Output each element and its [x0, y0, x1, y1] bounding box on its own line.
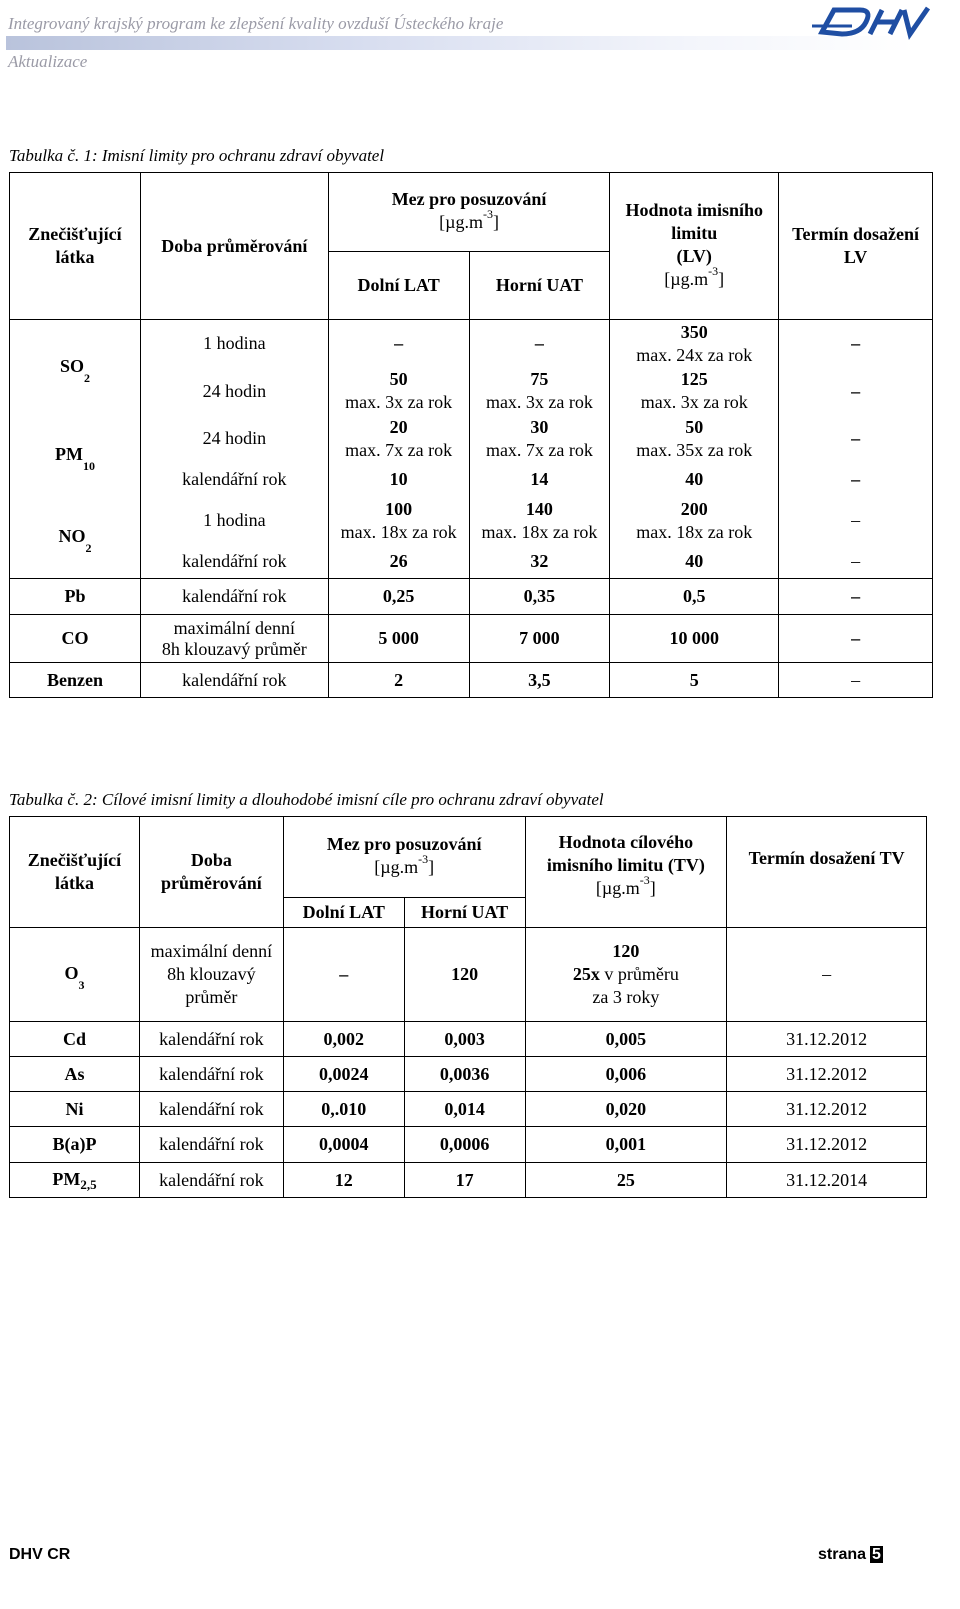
cell-lat: 0,0024: [283, 1057, 404, 1092]
pollutant-no2: $NO_2$: [10, 497, 141, 579]
cell-lv: 40: [610, 545, 779, 579]
cell-term: 31.12.2012: [727, 1092, 927, 1127]
header-averaging: Doba průměrování: [139, 817, 283, 928]
table2-caption: Tabulka č. 2: Cílové imisní limity a dlouhodobé imisní cíle pro ochranu zdraví obyvatel: [9, 790, 604, 809]
cell-period: kalendářní rok: [139, 1092, 283, 1127]
cell-period: maximální denní 8h klouzavý průměr: [139, 928, 283, 1022]
cell-lat: 10: [328, 463, 469, 497]
cell-uat: 17: [404, 1163, 525, 1198]
cell-uat: 7 000: [469, 615, 610, 663]
cell-lat: 2: [328, 663, 469, 698]
cell-period: kalendářní rok: [139, 1057, 283, 1092]
cell-term: –: [779, 320, 933, 368]
cell-lat: 0,25: [328, 579, 469, 615]
cell-lat: –: [283, 928, 404, 1022]
dhv-logo: [812, 4, 932, 42]
cell-tv: 0,005: [525, 1022, 727, 1057]
cell-term: 31.12.2014: [727, 1163, 927, 1198]
pollutant-as: As: [10, 1057, 140, 1092]
header-rule: [6, 36, 916, 50]
cell-lat: 12: [283, 1163, 404, 1198]
header-lower: Dolní LAT: [283, 898, 404, 928]
table1-caption: Tabulka č. 1: Imisní limity pro ochranu zdraví obyvatel: [9, 146, 385, 165]
header-assessment: Mez pro posuzování $[\mu g.m^{-3}]$: [328, 173, 610, 252]
cell-period: maximální denní 8h klouzavý průměr: [140, 615, 328, 663]
cell-lv: 40: [610, 463, 779, 497]
cell-lv: 200 max. 18x za rok: [610, 497, 779, 545]
cell-term: –: [779, 579, 933, 615]
pollutant-ni: Ni: [10, 1092, 140, 1127]
cell-uat: 32: [469, 545, 610, 579]
cell-period: kalendářní rok: [140, 463, 328, 497]
cell-lat: 26: [328, 545, 469, 579]
document-title: Integrovaný krajský program ke zlepšení kvality ovzduší Ústeckého kraje: [8, 14, 504, 33]
cell-uat: 30 max. 7x za rok: [469, 415, 610, 463]
header-lower: Dolní LAT: [328, 252, 469, 320]
header-limit-value: Hodnota imisního limitu (LV) $[\mu g.m^{-3}]$: [610, 173, 779, 320]
cell-uat: 140 max. 18x za rok: [469, 497, 610, 545]
cell-lat: 5 000: [328, 615, 469, 663]
cell-uat: 0,0036: [404, 1057, 525, 1092]
cell-uat: –: [469, 320, 610, 368]
table2: [9, 816, 927, 1198]
cell-lat: 0,002: [283, 1022, 404, 1057]
cell-uat: 0,35: [469, 579, 610, 615]
cell-term: 31.12.2012: [727, 1127, 927, 1163]
cell-period: kalendářní rok: [139, 1127, 283, 1163]
pollutant-o3: $O_3$: [10, 928, 140, 1022]
header-pollutant: Znečišťující látka: [10, 173, 141, 320]
cell-period: kalendářní rok: [140, 545, 328, 579]
pollutant-so2: $SO_2$: [10, 320, 141, 415]
cell-lat: 0,.010: [283, 1092, 404, 1127]
pollutant-benzen: Benzen: [10, 663, 141, 698]
cell-uat: 3,5: [469, 663, 610, 698]
cell-term: –: [779, 663, 933, 698]
header-target-value: Hodnota cílového imisního limitu (TV) $[\mu g.m^{-3}]$: [525, 817, 727, 928]
cell-lv: 125 max. 3x za rok: [610, 368, 779, 415]
cell-tv: 25: [525, 1163, 727, 1198]
document-subtitle: Aktualizace: [8, 52, 88, 71]
cell-tv: 0,001: [525, 1127, 727, 1163]
cell-lv: 350 max. 24x za rok: [610, 320, 779, 368]
cell-period: 1 hodina: [140, 320, 328, 368]
cell-lat: 20 max. 7x za rok: [328, 415, 469, 463]
pollutant-bap: B(a)P: [10, 1127, 140, 1163]
cell-tv: 120 25x v průměru za 3 roky: [525, 928, 727, 1022]
cell-term: 31.12.2012: [727, 1057, 927, 1092]
header-pollutant: Znečišťující látka: [10, 817, 140, 928]
cell-lat: –: [328, 320, 469, 368]
cell-uat: 75 max. 3x za rok: [469, 368, 610, 415]
header-upper: Horní UAT: [469, 252, 610, 320]
header-averaging: Doba průměrování: [140, 173, 328, 320]
cell-term: –: [727, 928, 927, 1022]
cell-lat: 50 max. 3x za rok: [328, 368, 469, 415]
cell-term: –: [779, 368, 933, 415]
cell-period: 1 hodina: [140, 497, 328, 545]
page-number: 5: [872, 1546, 881, 1563]
cell-uat: 0,003: [404, 1022, 525, 1057]
footer-page: strana 5: [818, 1546, 881, 1563]
cell-period: kalendářní rok: [140, 663, 328, 698]
cell-lv: 0,5: [610, 579, 779, 615]
header-upper: Horní UAT: [404, 898, 525, 928]
cell-term: –: [779, 415, 933, 463]
cell-lv: 10 000: [610, 615, 779, 663]
cell-period: kalendářní rok: [139, 1022, 283, 1057]
cell-lv: 50 max. 35x za rok: [610, 415, 779, 463]
cell-uat: 0,0006: [404, 1127, 525, 1163]
cell-tv: 0,006: [525, 1057, 727, 1092]
pollutant-pm10: $PM_{10}$: [10, 415, 141, 497]
cell-period: 24 hodin: [140, 415, 328, 463]
cell-uat: 0,014: [404, 1092, 525, 1127]
cell-uat: 14: [469, 463, 610, 497]
cell-period: kalendářní rok: [140, 579, 328, 615]
header-deadline: Termín dosažení TV: [727, 817, 927, 928]
pollutant-pb: Pb: [10, 579, 141, 615]
cell-term: –: [779, 463, 933, 497]
cell-period: 24 hodin: [140, 368, 328, 415]
pollutant-pm25: $PM_{2,5}$: [10, 1163, 140, 1198]
cell-term: –: [779, 545, 933, 579]
table1: [9, 172, 933, 698]
cell-term: –: [779, 497, 933, 545]
header-assessment: Mez pro posuzování $[\mu g.m^{-3}]$: [283, 817, 525, 898]
pollutant-co: CO: [10, 615, 141, 663]
footer-company: DHV CR: [9, 1546, 71, 1563]
header-deadline: Termín dosažení LV: [779, 173, 933, 320]
cell-term: 31.12.2012: [727, 1022, 927, 1057]
pollutant-cd: Cd: [10, 1022, 140, 1057]
cell-lat: 0,0004: [283, 1127, 404, 1163]
cell-term: –: [779, 615, 933, 663]
cell-uat: 120: [404, 928, 525, 1022]
cell-lv: 5: [610, 663, 779, 698]
cell-period: kalendářní rok: [139, 1163, 283, 1198]
cell-lat: 100 max. 18x za rok: [328, 497, 469, 545]
cell-tv: 0,020: [525, 1092, 727, 1127]
